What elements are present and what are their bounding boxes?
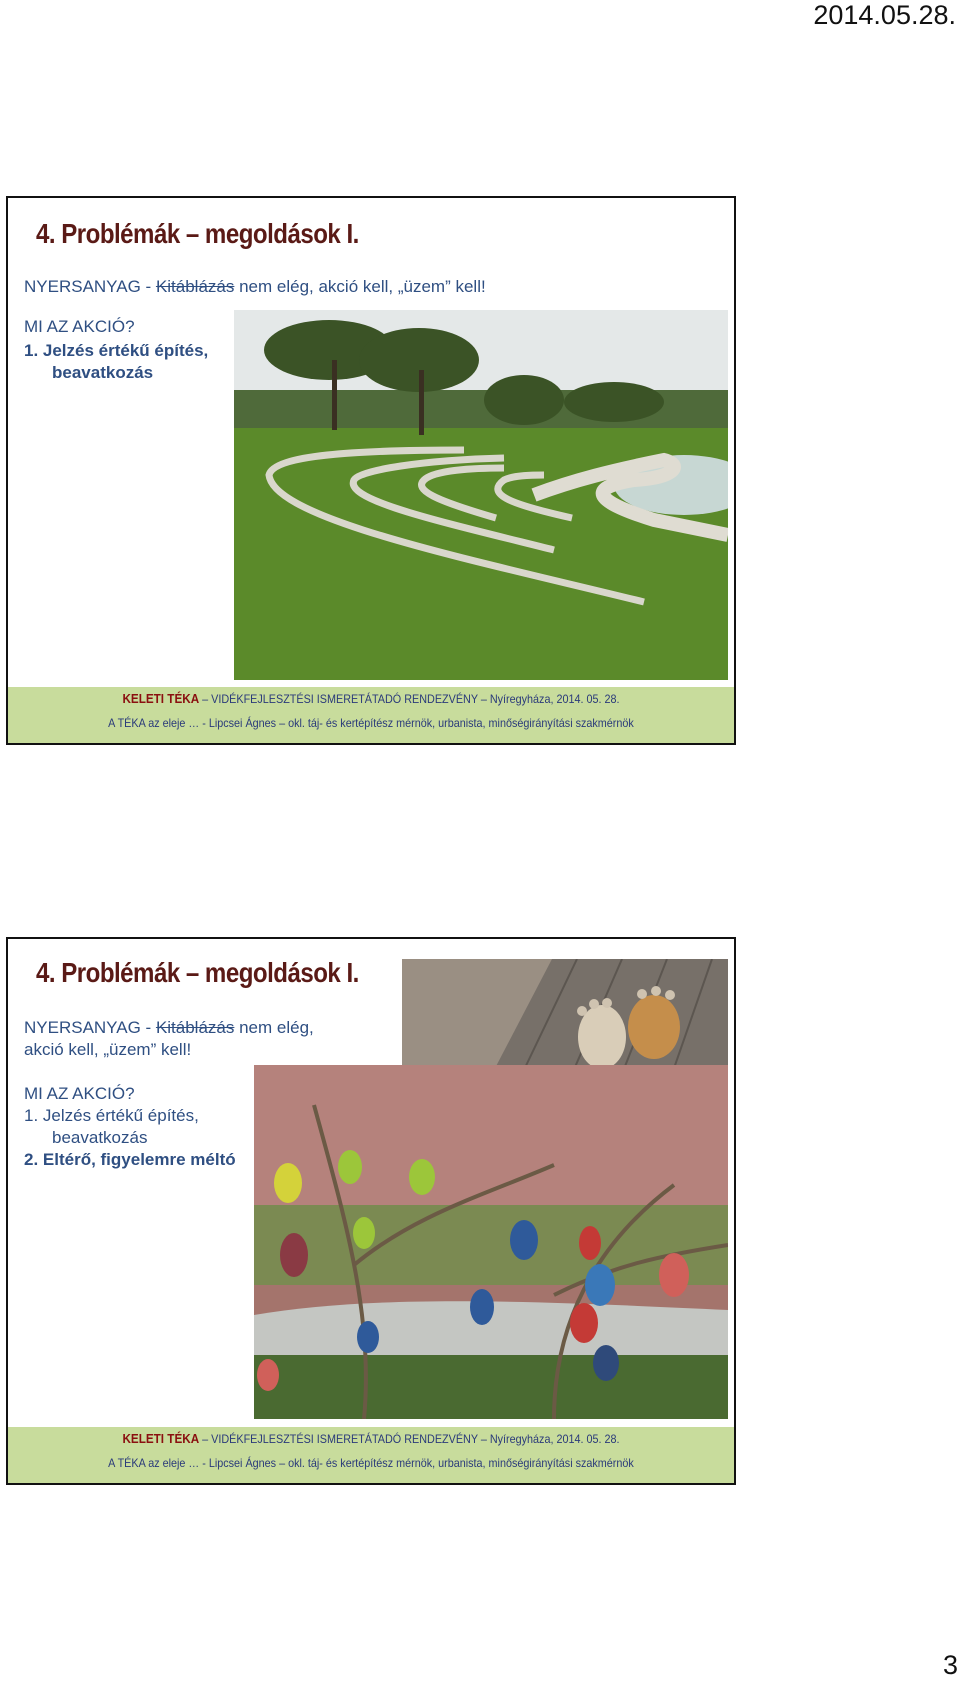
page-date: 2014.05.28. xyxy=(813,0,956,30)
struck-text: Kitáblázás xyxy=(155,1018,235,1037)
slide-title: 4. Problémák – megoldások I. xyxy=(36,957,359,988)
slide-footer xyxy=(8,1427,734,1483)
list-item-1-cont: beavatkozás xyxy=(52,1128,148,1147)
slide-footer xyxy=(8,687,734,743)
list-item-1: 1. Jelzés értékű építés, xyxy=(24,1106,199,1125)
footer-line-1 xyxy=(44,1427,697,1451)
slide-2 xyxy=(6,937,736,1485)
footer-event: – VIDÉKFEJLESZTÉSI ISMERETÁTADÓ RENDEZVÉNY – Nyíregyháza, 2014. 05. 28. xyxy=(199,1432,620,1446)
question-text: MI AZ AKCIÓ? xyxy=(24,1084,135,1103)
slide-text-line-2: akció kell, „üzem” kell! xyxy=(24,1040,192,1059)
slide-1 xyxy=(6,196,736,745)
text-rest: nem elég, xyxy=(234,1018,314,1037)
footer-event: – VIDÉKFEJLESZTÉSI ISMERETÁTADÓ RENDEZVÉNY – Nyíregyháza, 2014. 05. 28. xyxy=(199,692,620,706)
slide-text-line xyxy=(24,1017,314,1039)
list-item-1-cont: beavatkozás xyxy=(52,363,154,382)
list-item-1: 1. Jelzés értékű építés, xyxy=(24,341,209,360)
park-amphitheatre-photo xyxy=(234,310,728,680)
text-rest: nem elég, akció kell, „üzem” kell! xyxy=(234,277,486,296)
page-number: 3 xyxy=(942,1650,958,1680)
slide-text-line xyxy=(24,276,486,298)
text-prefix: NYERSANYAG - xyxy=(24,277,156,296)
question-text: MI AZ AKCIÓ? xyxy=(24,317,135,336)
footer-line-2: A TÉKA az eleje … - Lipcsei Ágnes – okl. táj- és kertépítész mérnök, urbanista, minőségirányítási szakmérnök xyxy=(108,716,634,730)
footer-line-1 xyxy=(44,687,697,711)
footer-line-2: A TÉKA az eleje … - Lipcsei Ágnes – okl. táj- és kertépítész mérnök, urbanista, minőségirányítási szakmérnök xyxy=(108,1456,634,1470)
stone-feet-photo xyxy=(402,959,728,1074)
footer-brand: KELETI TÉKA xyxy=(122,691,200,706)
slide-title: 4. Problémák – megoldások I. xyxy=(36,218,359,249)
text-prefix: NYERSANYAG - xyxy=(24,1018,156,1037)
list-item-2: 2. Eltérő, figyelemre méltó xyxy=(24,1150,236,1169)
struck-text: Kitáblázás xyxy=(155,277,235,296)
footer-brand: KELETI TÉKA xyxy=(122,1431,200,1446)
birdhouse-garden-photo xyxy=(254,1065,728,1419)
